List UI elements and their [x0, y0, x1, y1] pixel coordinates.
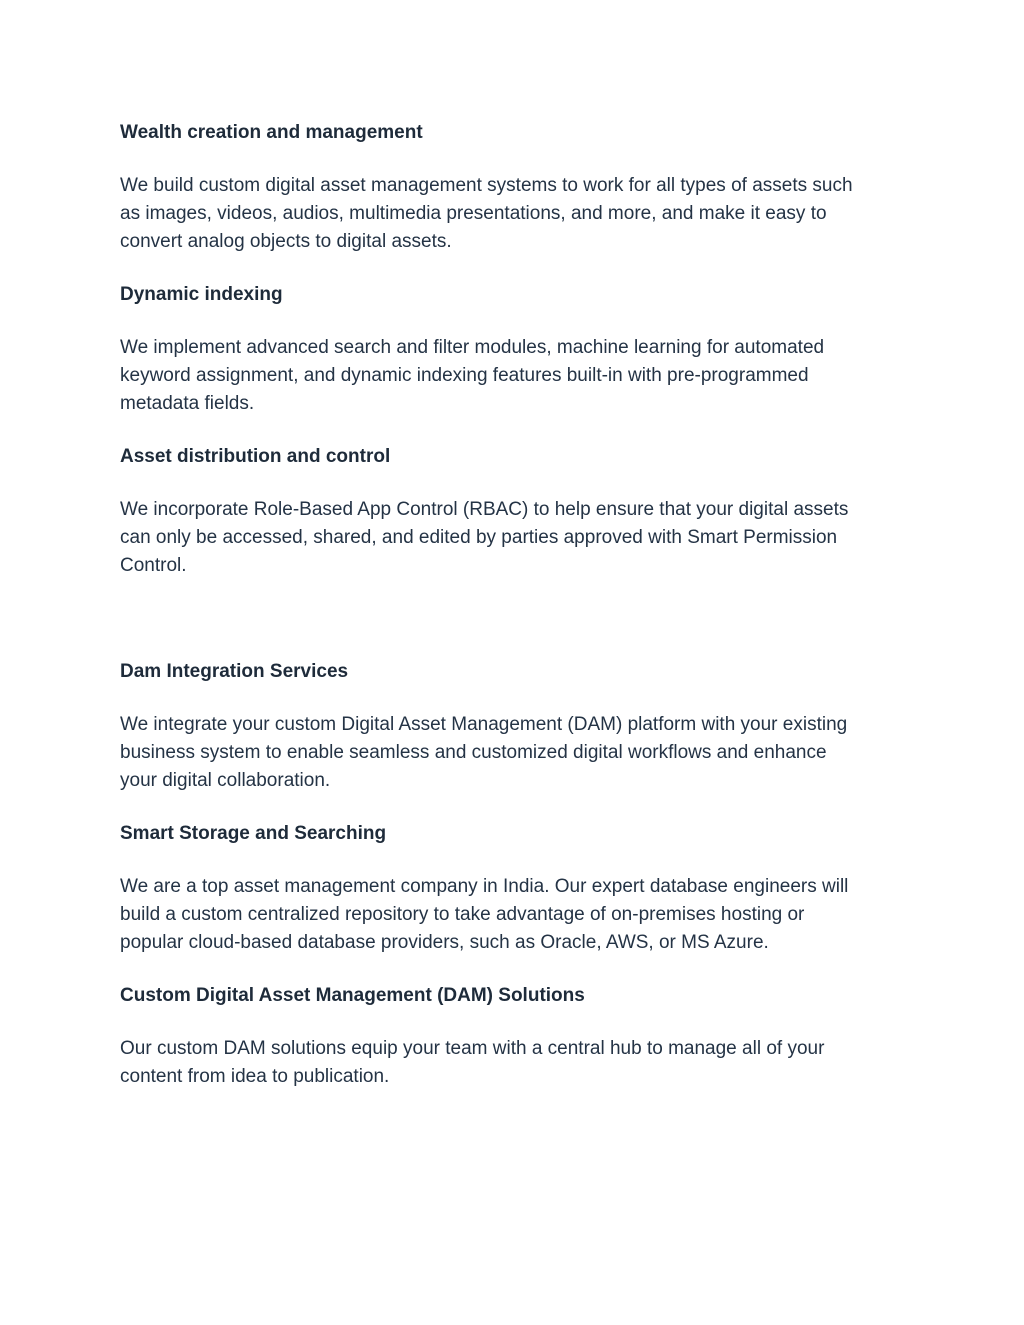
body-line: keyword assignment, and dynamic indexing features built-in with pre-programmed	[120, 365, 809, 386]
section-body-dynamic-indexing	[120, 334, 920, 418]
section-body-custom-dam-solutions	[120, 1035, 920, 1091]
body-line: We implement advanced search and filter modules, machine learning for automated	[120, 337, 825, 358]
body-line: can only be accessed, shared, and edited by parties approved with Smart Permission	[120, 527, 838, 548]
body-line: metadata fields.	[120, 393, 255, 414]
body-line: We are a top asset management company in India. Our expert database engineers will	[120, 876, 849, 897]
section-heading-custom-dam-solutions: Custom Digital Asset Management (DAM) Solutions	[120, 985, 585, 1006]
section-heading-dam-integration: Dam Integration Services	[120, 661, 349, 682]
body-line: as images, videos, audios, multimedia presentations, and more, and make it easy to	[120, 203, 827, 224]
body-line: popular cloud-based database providers, such as Oracle, AWS, or MS Azure.	[120, 932, 769, 953]
section-body-smart-storage	[120, 873, 920, 957]
body-line: your digital collaboration.	[120, 770, 331, 791]
section-body-wealth-creation	[120, 172, 920, 256]
body-line: convert analog objects to digital assets.	[120, 231, 452, 252]
section-heading-smart-storage: Smart Storage and Searching	[120, 823, 387, 844]
section-body-dam-integration	[120, 711, 920, 795]
section-heading-asset-distribution: Asset distribution and control	[120, 446, 391, 467]
body-line: business system to enable seamless and customized digital workflows and enhance	[120, 742, 827, 763]
body-line: build a custom centralized repository to take advantage of on-premises hosting or	[120, 904, 805, 925]
document-page	[120, 119, 920, 1091]
body-line: We build custom digital asset management systems to work for all types of assets such	[120, 175, 853, 196]
section-heading-dynamic-indexing: Dynamic indexing	[120, 284, 283, 305]
section-body-asset-distribution	[120, 496, 920, 580]
body-line: Control.	[120, 555, 187, 576]
section-heading-wealth-creation: Wealth creation and management	[120, 122, 423, 143]
body-line: We integrate your custom Digital Asset Management (DAM) platform with your existing	[120, 714, 848, 735]
body-line: We incorporate Role-Based App Control (RBAC) to help ensure that your digital assets	[120, 499, 849, 520]
body-line: Our custom DAM solutions equip your team with a central hub to manage all of your	[120, 1038, 825, 1059]
body-line: content from idea to publication.	[120, 1066, 390, 1087]
